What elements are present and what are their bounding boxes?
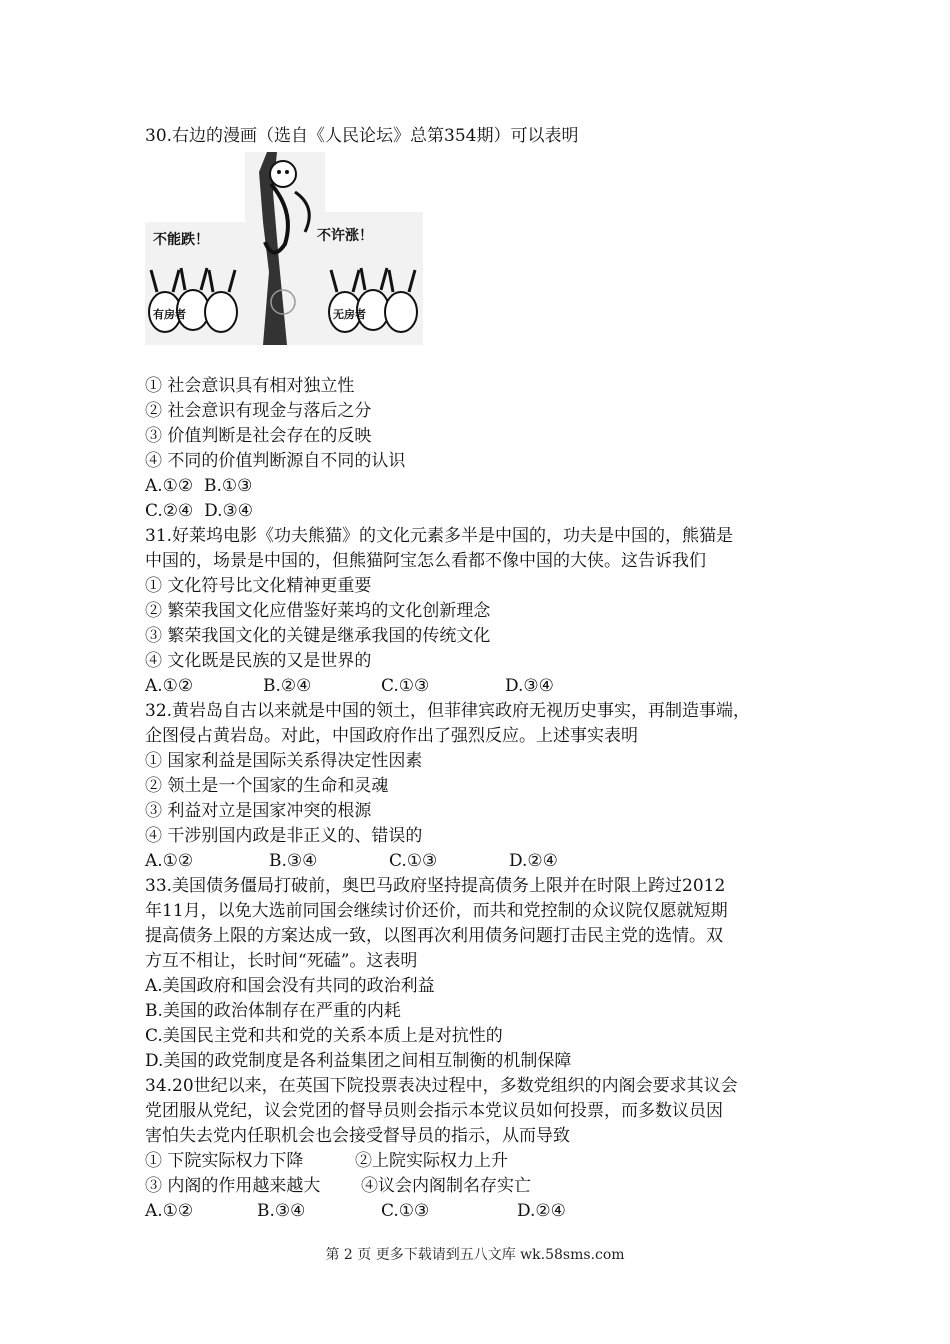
cartoon-right-label: 无房者: [333, 308, 366, 321]
q30-options-row-2: [145, 499, 253, 523]
q31-options: [145, 674, 554, 698]
q31-item-3: ③ 繁荣我国文化的关键是继承我国的传统文化: [145, 626, 491, 646]
q32-stem-line-2: 企图侵占黄岩岛。对此，中国政府作出了强烈反应。上述事实表明: [145, 726, 638, 746]
q34-item-4: ④议会内阁制名存实亡: [361, 1176, 531, 1196]
q30-option-d: D.③④: [204, 501, 254, 521]
q32-options: [145, 849, 558, 873]
q32-option-a: A.①②: [145, 851, 194, 871]
q30-item-2: ② 社会意识有现金与落后之分: [145, 401, 372, 421]
q30-item-3: ③ 价值判断是社会存在的反映: [145, 426, 372, 446]
q31-option-a: A.①②: [145, 676, 194, 696]
q31-option-b: B.②④: [263, 676, 312, 696]
q33-option-c: C.美国民主党和共和党的关系本质上是对抗性的: [145, 1026, 503, 1046]
q32-item-3: ③ 利益对立是国家冲突的根源: [145, 801, 372, 821]
q30-option-a: A.①②: [145, 476, 194, 496]
q32-option-c: C.①③: [389, 851, 438, 871]
cartoon-right-caption: 不许涨！: [317, 228, 373, 244]
q30-item-1: ① 社会意识具有相对独立性: [145, 376, 355, 396]
q31-item-2: ② 繁荣我国文化应借鉴好莱坞的文化创新理念: [145, 601, 491, 621]
q30-stem: 30.右边的漫画（选自《人民论坛》总第354期）可以表明: [145, 126, 579, 146]
q33-stem-line-4: 方互不相让，长时间“死磕”。这表明: [145, 951, 418, 971]
q31-option-d: D.③④: [505, 676, 554, 696]
q33-option-b: B.美国的政治体制存在严重的内耗: [145, 1001, 401, 1021]
q34-item-3: ③ 内阁的作用越来越大: [145, 1176, 321, 1196]
cartoon-left-caption: 不能跌！: [153, 232, 209, 248]
q34-option-a: A.①②: [145, 1201, 194, 1221]
q33-stem-line-3: 提高债务上限的方案达成一致，以图再次利用债务问题打击民主党的选情。双: [145, 926, 723, 946]
q34-item-2: ②上院实际权力上升: [355, 1151, 508, 1171]
page-footer: 第 2 页 更多下载请到五八文库 wk.58sms.com: [325, 1247, 625, 1263]
q32-item-4: ④ 干涉别国内政是非正义的、错误的: [145, 826, 423, 846]
q34-option-b: B.③④: [257, 1201, 306, 1221]
cartoon-left-label: 有房者: [153, 308, 186, 321]
q32-stem-line-1: 32.黄岩岛自古以来就是中国的领土，但菲律宾政府无视历史事实，再制造事端，: [145, 701, 751, 721]
cartoon-image: [145, 152, 423, 345]
q34-stem-line-1: 34.20世纪以来，在英国下院投票表决过程中，多数党组织的内阁会要求其议会: [145, 1076, 738, 1096]
q32-option-d: D.②④: [509, 851, 558, 871]
q33-option-a: A.美国政府和国会没有共同的政治利益: [145, 976, 435, 996]
q32-item-1: ① 国家利益是国际关系得决定性因素: [145, 751, 423, 771]
q30-item-4: ④ 不同的价值判断源自不同的认识: [145, 451, 406, 471]
q31-option-c: C.①③: [381, 676, 430, 696]
q30-options-row-1: [145, 474, 252, 498]
q34-option-d: D.②④: [517, 1201, 566, 1221]
q31-item-1: ① 文化符号比文化精神更重要: [145, 576, 372, 596]
q34-options: [145, 1199, 566, 1223]
q33-stem-line-1: 33.美国债务僵局打破前，奥巴马政府坚持提高债务上限并在时限上跨过2012: [145, 876, 726, 896]
q30-option-b: B.①③: [203, 476, 253, 496]
q31-item-4: ④ 文化既是民族的又是世界的: [145, 651, 372, 671]
q31-stem-line-1: 31.好莱坞电影《功夫熊猫》的文化元素多半是中国的，功夫是中国的，熊猫是: [145, 526, 734, 546]
q34-stem-line-3: 害怕失去党内任职机会也会接受督导员的指示，从而导致: [145, 1126, 570, 1146]
q34-item-1: ① 下院实际权力下降: [145, 1151, 304, 1171]
q33-stem-line-2: 年11月，以免大选前同国会继续讨价还价，而共和党控制的众议院仅愿就短期: [145, 901, 728, 921]
q33-option-d: D.美国的政党制度是各利益集团之间相互制衡的机制保障: [145, 1051, 572, 1071]
q32-option-b: B.③④: [269, 851, 318, 871]
q34-items-row-2: [145, 1174, 531, 1198]
q31-stem-line-2: 中国的，场景是中国的，但熊猫阿宝怎么看都不像中国的大侠。这告诉我们: [145, 551, 706, 571]
q30-option-c: C.②④: [145, 501, 194, 521]
q32-item-2: ② 领土是一个国家的生命和灵魂: [145, 776, 389, 796]
q34-items-row-1: [145, 1149, 508, 1173]
q34-stem-line-2: 党团服从党纪，议会党团的督导员则会指示本党议员如何投票，而多数议员因: [145, 1101, 723, 1121]
q34-option-c: C.①③: [381, 1201, 430, 1221]
